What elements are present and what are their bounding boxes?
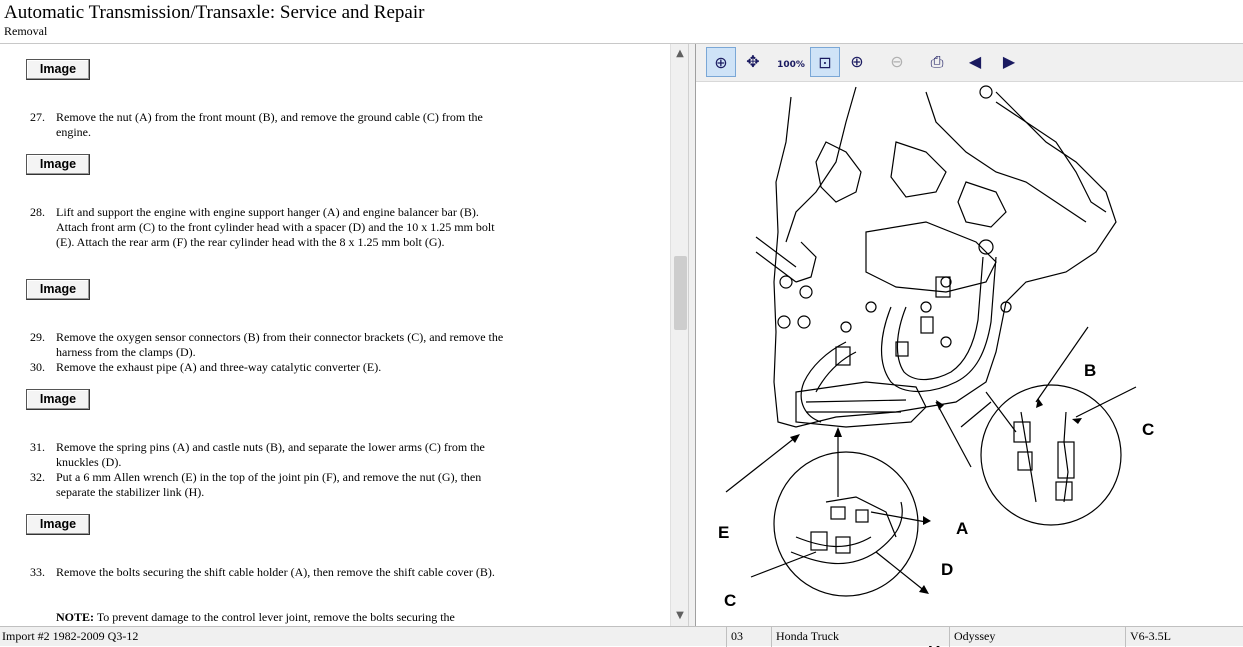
pan-icon[interactable]: ✥	[746, 52, 760, 71]
note-label: NOTE:	[56, 610, 95, 624]
callout-label-c-detail: C	[724, 591, 737, 610]
status-model: Odyssey	[949, 627, 1125, 647]
image-button[interactable]: Image	[26, 514, 90, 535]
step-text: Lift and support the engine with engine support hanger (A) and engine balancer bar (B). Attach front arm (C) to the front cylinder head with a spacer (D) and the 10 x 1.25 mm bolt (E). Attach the rear arm (F) the rear cylinder head with the 8 x 1.25 mm bolt (G).	[56, 205, 495, 249]
callout-label-e: E	[718, 523, 730, 542]
step-30	[30, 360, 510, 375]
print-icon[interactable]: ⎙	[930, 52, 944, 71]
step-text: Put a 6 mm Allen wrench (E) in the top of the joint pin (F), and remove the nut (G), then separate the stabilizer link (H).	[56, 470, 482, 499]
step-27	[30, 110, 510, 140]
status-import: Import #2 1982-2009 Q3-12	[2, 629, 139, 643]
status-make: Honda Truck	[771, 627, 949, 647]
step-number: 29.	[30, 330, 45, 344]
step-text: Remove the bolts securing the shift cable holder (A), then remove the shift cable cover (B).	[56, 565, 495, 579]
image-button[interactable]: Image	[26, 59, 90, 80]
step-text: Remove the exhaust pipe (A) and three-way catalytic converter (E).	[56, 360, 382, 374]
zoom-in-icon[interactable]: ⊕	[706, 47, 736, 77]
page-title: Automatic Transmission/Transaxle: Service and Repair	[4, 2, 425, 23]
step-number: 31.	[30, 440, 45, 454]
previous-image-icon[interactable]: ◀	[968, 52, 982, 71]
step-number: 27.	[30, 110, 45, 124]
document-header	[0, 0, 1243, 44]
image-viewer-pane	[696, 44, 1243, 626]
pane-splitter[interactable]	[688, 44, 696, 626]
step-33	[30, 565, 510, 580]
zoom-100-label: 100%	[777, 60, 805, 70]
zoom-area-icon[interactable]: ⊕	[850, 52, 864, 71]
step-text: Remove the oxygen sensor connectors (B) from their connector brackets (C), and remove the harness from the clamps (D).	[56, 330, 504, 359]
zoom-100-icon[interactable]	[776, 47, 806, 77]
image-button[interactable]: Image	[26, 279, 90, 300]
step-text: Remove the spring pins (A) and castle nuts (B), and separate the lower arms (C) from the knuckles (D).	[56, 440, 485, 469]
step-32	[30, 470, 510, 500]
scrollbar-thumb[interactable]	[674, 256, 687, 330]
callout-label-a: A	[956, 519, 969, 538]
step-29	[30, 330, 510, 360]
step-number: 32.	[30, 470, 45, 484]
step-number: 33.	[30, 565, 45, 579]
image-toolbar	[696, 44, 1243, 82]
step-28	[30, 205, 510, 250]
vertical-scrollbar[interactable]	[670, 44, 688, 626]
note	[56, 610, 510, 625]
step-text: Remove the nut (A) from the front mount (B), and remove the ground cable (C) from the engine.	[56, 110, 483, 139]
image-button[interactable]: Image	[26, 154, 90, 175]
page-subtitle: Removal	[4, 24, 48, 38]
zoom-out-icon[interactable]: ⊖	[890, 52, 904, 71]
image-button[interactable]: Image	[26, 389, 90, 410]
step-31	[30, 440, 510, 470]
note-text: To prevent damage to the control lever joint, remove the bolts securing the	[96, 610, 455, 624]
scroll-down-icon[interactable]: ▼	[676, 610, 684, 621]
next-image-icon[interactable]: ▶	[1002, 52, 1016, 71]
callout-label-d: D	[941, 560, 954, 579]
callout-label-c: C	[1142, 420, 1155, 439]
step-number: 30.	[30, 360, 45, 374]
scroll-up-icon[interactable]: ▲	[676, 48, 684, 59]
exhaust-removal-diagram	[696, 82, 1243, 626]
step-number: 28.	[30, 205, 45, 219]
callout-label-b: B	[1084, 361, 1097, 380]
status-engine: V6-3.5L	[1125, 627, 1243, 647]
procedure-text-pane[interactable]	[0, 44, 670, 626]
zoom-fit-icon[interactable]: ⊡	[810, 47, 840, 77]
status-code: 03	[726, 627, 771, 647]
status-bar	[0, 626, 1243, 646]
